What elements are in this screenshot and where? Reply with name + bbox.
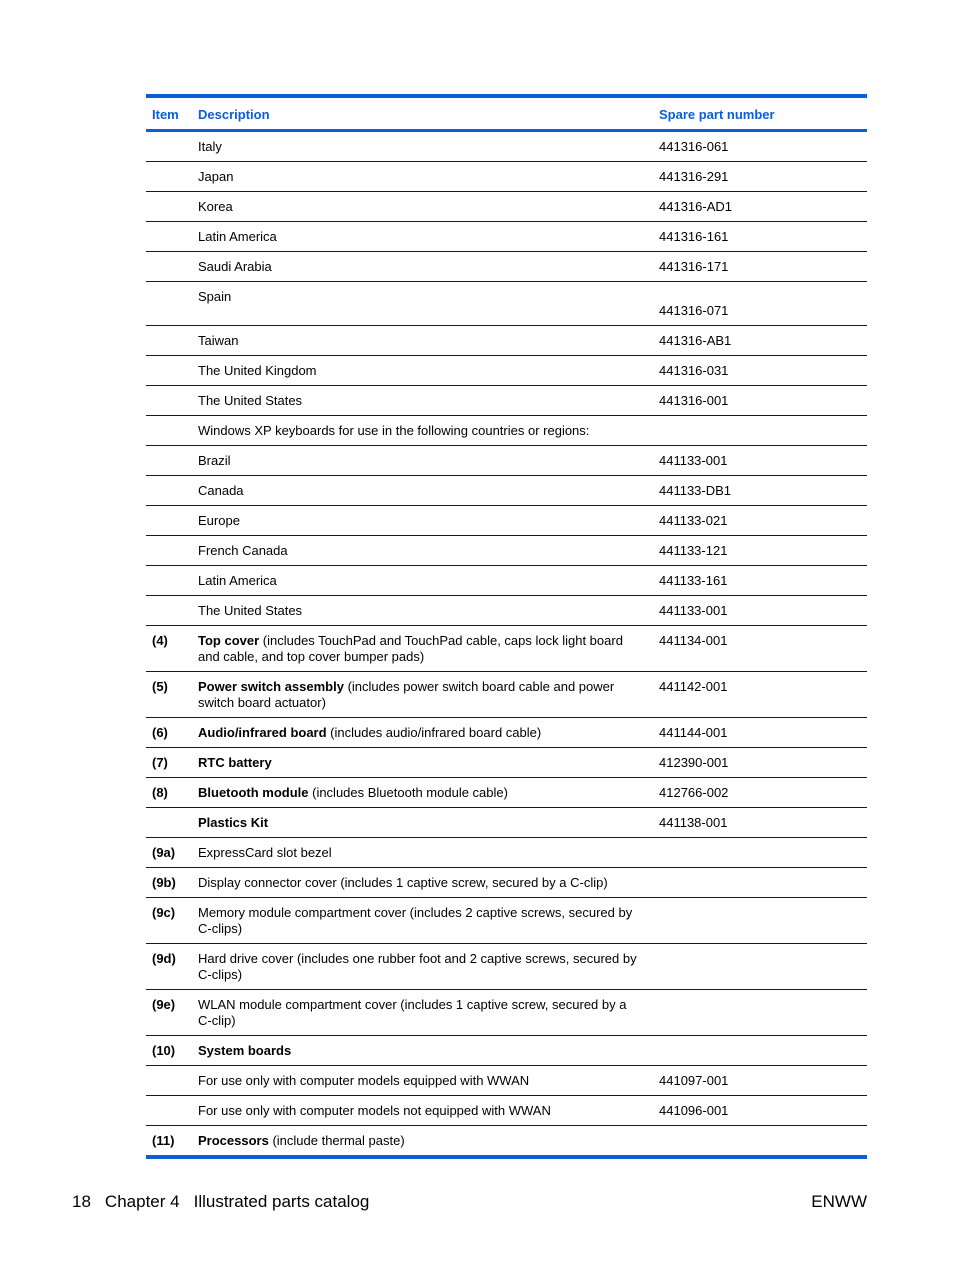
description-text: The United States xyxy=(198,603,303,618)
description-text: (includes power switch board cable and power switch board actuator) xyxy=(198,679,615,710)
table-row xyxy=(146,898,867,944)
spare-part-number-cell xyxy=(653,898,867,944)
description-cell xyxy=(192,626,653,672)
spare-part-number-cell xyxy=(653,1036,867,1066)
item-cell: (9e) xyxy=(146,990,192,1036)
table-row xyxy=(146,838,867,868)
description-cell xyxy=(192,446,653,476)
description-text: The United States xyxy=(198,393,303,408)
item-cell xyxy=(146,536,192,566)
spare-part-number-cell: 441133-001 xyxy=(653,446,867,476)
item-cell xyxy=(146,252,192,282)
description-cell xyxy=(192,672,653,718)
spare-part-number-cell xyxy=(653,838,867,868)
spare-part-number-cell: 441316-001 xyxy=(653,386,867,416)
description-cell xyxy=(192,990,653,1036)
description-text: For use only with computer models not equipped with WWAN xyxy=(198,1103,551,1118)
description-text: Hard drive cover (includes one rubber foot and 2 captive screws, secured by C-clips) xyxy=(198,951,637,982)
table-row xyxy=(146,536,867,566)
item-cell: (9c) xyxy=(146,898,192,944)
item-cell: (7) xyxy=(146,748,192,778)
description-title: Bluetooth module xyxy=(198,785,309,800)
header-description: Description xyxy=(192,96,653,131)
description-cell xyxy=(192,1066,653,1096)
description-text: Memory module compartment cover (includes 2 captive screws, secured by C-clips) xyxy=(198,905,633,936)
spare-part-number-cell: 441134-001 xyxy=(653,626,867,672)
description-cell xyxy=(192,131,653,162)
table-row xyxy=(146,1126,867,1158)
item-cell xyxy=(146,506,192,536)
item-cell xyxy=(146,416,192,446)
description-cell xyxy=(192,356,653,386)
item-cell: (6) xyxy=(146,718,192,748)
description-text: (includes Bluetooth module cable) xyxy=(308,785,508,800)
description-title: Plastics Kit xyxy=(198,815,269,830)
item-cell: (10) xyxy=(146,1036,192,1066)
description-text: Europe xyxy=(198,513,240,528)
item-cell xyxy=(146,131,192,162)
description-cell xyxy=(192,386,653,416)
table-row xyxy=(146,944,867,990)
description-cell xyxy=(192,868,653,898)
table-row xyxy=(146,131,867,162)
table-row xyxy=(146,192,867,222)
table-row xyxy=(146,990,867,1036)
chapter-label: Chapter 4 xyxy=(104,1192,180,1211)
description-cell xyxy=(192,1126,653,1158)
description-title: System boards xyxy=(198,1043,292,1058)
description-text: (includes audio/infrared board cable) xyxy=(326,725,542,740)
description-text: (includes TouchPad and TouchPad cable, caps lock light board and cable, and top cover bumper pads) xyxy=(198,633,623,664)
footer-left xyxy=(72,1190,369,1214)
description-cell xyxy=(192,192,653,222)
spare-part-number-cell: 441133-001 xyxy=(653,596,867,626)
item-cell xyxy=(146,596,192,626)
spare-part-number-cell: 441133-121 xyxy=(653,536,867,566)
description-text: Korea xyxy=(198,199,233,214)
header-item: Item xyxy=(146,96,192,131)
table-row xyxy=(146,1096,867,1126)
description-text: Spain xyxy=(198,289,232,304)
table-row xyxy=(146,808,867,838)
spare-part-number-cell: 441316-AD1 xyxy=(653,192,867,222)
table-row xyxy=(146,356,867,386)
table-header xyxy=(146,96,867,131)
table-row xyxy=(146,282,867,326)
table-row xyxy=(146,626,867,672)
description-cell xyxy=(192,536,653,566)
spare-part-number-cell: 412766-002 xyxy=(653,778,867,808)
description-cell xyxy=(192,476,653,506)
table-row xyxy=(146,162,867,192)
spare-part-number-cell xyxy=(653,944,867,990)
description-cell xyxy=(192,162,653,192)
item-cell: (8) xyxy=(146,778,192,808)
table-row xyxy=(146,868,867,898)
description-cell xyxy=(192,506,653,536)
description-text: Brazil xyxy=(198,453,231,468)
description-cell xyxy=(192,838,653,868)
item-cell: (9d) xyxy=(146,944,192,990)
description-cell xyxy=(192,566,653,596)
table-row xyxy=(146,778,867,808)
item-cell xyxy=(146,476,192,506)
description-text: Taiwan xyxy=(198,333,239,348)
item-cell: (9b) xyxy=(146,868,192,898)
description-text: Japan xyxy=(198,169,234,184)
item-cell xyxy=(146,1096,192,1126)
description-title: Processors xyxy=(198,1133,269,1148)
item-cell xyxy=(146,222,192,252)
description-cell xyxy=(192,326,653,356)
table-row xyxy=(146,748,867,778)
item-cell: (5) xyxy=(146,672,192,718)
spare-part-number-cell: 441133-021 xyxy=(653,506,867,536)
spare-part-number-cell: 441316-AB1 xyxy=(653,326,867,356)
item-cell xyxy=(146,192,192,222)
description-text: Canada xyxy=(198,483,244,498)
page-number: 18 xyxy=(72,1192,91,1211)
description-cell xyxy=(192,252,653,282)
table-row xyxy=(146,476,867,506)
spare-part-number-cell: 441316-291 xyxy=(653,162,867,192)
table-row xyxy=(146,718,867,748)
footer-doc-id: ENWW xyxy=(811,1192,867,1211)
description-text: French Canada xyxy=(198,543,288,558)
spare-part-number-cell: 441316-061 xyxy=(653,131,867,162)
description-cell xyxy=(192,416,653,446)
description-title: Audio/infrared board xyxy=(198,725,327,740)
table-body xyxy=(146,131,867,1158)
description-title: Power switch assembly xyxy=(198,679,344,694)
item-cell xyxy=(146,566,192,596)
table-row xyxy=(146,446,867,476)
description-cell xyxy=(192,898,653,944)
description-cell xyxy=(192,944,653,990)
spare-part-number-cell: 441316-071 xyxy=(653,282,867,326)
spare-part-number-cell: 441316-161 xyxy=(653,222,867,252)
spare-part-number-cell: 441316-031 xyxy=(653,356,867,386)
description-text: ExpressCard slot bezel xyxy=(198,845,332,860)
spare-part-number-cell: 441133-161 xyxy=(653,566,867,596)
spare-part-number-cell: 412390-001 xyxy=(653,748,867,778)
spare-part-number-cell: 441096-001 xyxy=(653,1096,867,1126)
table-row xyxy=(146,506,867,536)
description-cell xyxy=(192,282,653,326)
spare-part-number-cell: 441142-001 xyxy=(653,672,867,718)
description-cell xyxy=(192,596,653,626)
description-text: For use only with computer models equipped with WWAN xyxy=(198,1073,530,1088)
description-text: The United Kingdom xyxy=(198,363,317,378)
description-text: Latin America xyxy=(198,229,277,244)
item-cell: (9a) xyxy=(146,838,192,868)
item-cell xyxy=(146,808,192,838)
description-text: Latin America xyxy=(198,573,277,588)
item-cell xyxy=(146,162,192,192)
table-row xyxy=(146,1066,867,1096)
description-cell xyxy=(192,1096,653,1126)
description-text: Italy xyxy=(198,139,222,154)
spare-part-number-cell: 441097-001 xyxy=(653,1066,867,1096)
spare-part-number-cell xyxy=(653,868,867,898)
header-spare-part-number: Spare part number xyxy=(653,96,867,131)
spare-part-number-cell: 441138-001 xyxy=(653,808,867,838)
description-text: WLAN module compartment cover (includes 1 captive screw, secured by a C-clip) xyxy=(198,997,627,1028)
spare-part-number-cell xyxy=(653,990,867,1036)
table-row xyxy=(146,326,867,356)
table-row xyxy=(146,386,867,416)
spare-part-number-cell xyxy=(653,1126,867,1158)
table-row xyxy=(146,596,867,626)
spare-part-number-cell: 441316-171 xyxy=(653,252,867,282)
table-row xyxy=(146,566,867,596)
chapter-title: Illustrated parts catalog xyxy=(193,1192,370,1211)
table-row xyxy=(146,672,867,718)
spare-part-number-cell: 441144-001 xyxy=(653,718,867,748)
description-cell xyxy=(192,1036,653,1066)
spare-parts-table xyxy=(146,94,867,1159)
description-text: Windows XP keyboards for use in the following countries or regions: xyxy=(198,423,590,438)
description-cell xyxy=(192,748,653,778)
description-text: (include thermal paste) xyxy=(268,1133,405,1148)
item-cell xyxy=(146,446,192,476)
item-cell xyxy=(146,326,192,356)
description-title: RTC battery xyxy=(198,755,272,770)
description-cell xyxy=(192,808,653,838)
item-cell: (11) xyxy=(152,1133,175,1148)
table-row xyxy=(146,416,867,446)
description-text: Display connector cover (includes 1 captive screw, secured by a C-clip) xyxy=(198,875,608,890)
header-row xyxy=(146,96,867,131)
table-row xyxy=(146,252,867,282)
description-cell xyxy=(192,778,653,808)
spare-part-number-cell xyxy=(653,416,867,446)
item-cell xyxy=(146,1066,192,1096)
item-cell xyxy=(146,356,192,386)
table-row xyxy=(146,1036,867,1066)
description-title: Top cover xyxy=(198,633,260,648)
description-cell xyxy=(192,718,653,748)
item-cell: (4) xyxy=(146,626,192,672)
spare-part-number-cell: 441133-DB1 xyxy=(653,476,867,506)
item-cell xyxy=(146,282,192,326)
description-cell xyxy=(192,222,653,252)
description-text: Saudi Arabia xyxy=(198,259,272,274)
item-cell xyxy=(146,386,192,416)
table-row xyxy=(146,222,867,252)
